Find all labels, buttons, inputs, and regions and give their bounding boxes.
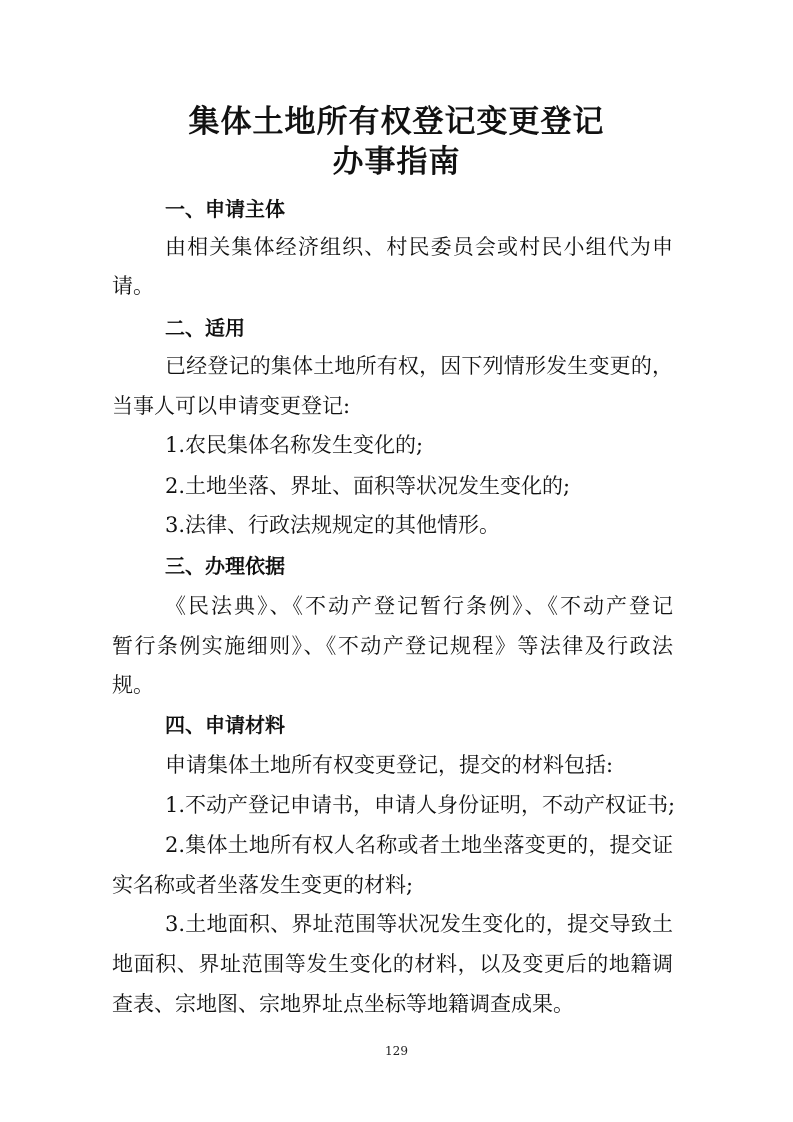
section-4-line-4: 实名称或者坐落发生变更的材料;	[112, 873, 414, 897]
section-heading-scope: 二、适用	[165, 316, 245, 340]
page-number: 129	[385, 1044, 408, 1058]
section-1-line-2: 请。	[112, 274, 154, 298]
section-4-line-7: 查表、宗地图、宗地界址点坐标等地籍调查成果。	[112, 992, 574, 1016]
section-2-line-5: 3.法律、行政法规规定的其他情形。	[165, 513, 501, 537]
section-1-line-1: 由相关集体经济组织、村民委员会或村民小组代为申	[165, 235, 673, 259]
section-2-line-3: 1.农民集体名称发生变化的;	[165, 433, 424, 457]
section-heading-legal-basis: 三、办理依据	[165, 554, 285, 578]
section-2-line-1: 已经登记的集体土地所有权，因下列情形发生变更的，	[165, 354, 673, 378]
section-2-line-4: 2.土地坐落、界址、面积等状况发生变化的;	[165, 474, 571, 498]
section-4-line-3: 2.集体土地所有权人名称或者土地坐落变更的，提交证	[165, 833, 673, 857]
section-3-line-2: 暂行条例实施细则》、《不动产登记规程》等法律及行政法	[112, 634, 673, 658]
section-4-line-1: 申请集体土地所有权变更登记，提交的材料包括:	[165, 753, 614, 777]
section-4-line-5: 3.土地面积、界址范围等状况发生变化的，提交导致土	[165, 912, 673, 936]
section-3-line-1: 《民法典》、《不动产登记暂行条例》、《不动产登记	[165, 594, 673, 618]
section-3-line-3: 规。	[112, 673, 154, 697]
document-title-line-2: 办事指南	[332, 144, 461, 180]
section-2-line-2: 当事人可以申请变更登记:	[112, 394, 351, 418]
section-4-line-6: 地面积、界址范围等发生变化的材料，以及变更后的地籍调	[112, 952, 673, 976]
section-heading-materials: 四、申请材料	[165, 713, 285, 737]
section-4-line-2: 1.不动产登记申请书，申请人身份证明，不动产权证书;	[165, 793, 676, 817]
section-heading-applicant: 一、申请主体	[165, 197, 285, 221]
document-title-line-1: 集体土地所有权登记变更登记	[188, 104, 605, 140]
